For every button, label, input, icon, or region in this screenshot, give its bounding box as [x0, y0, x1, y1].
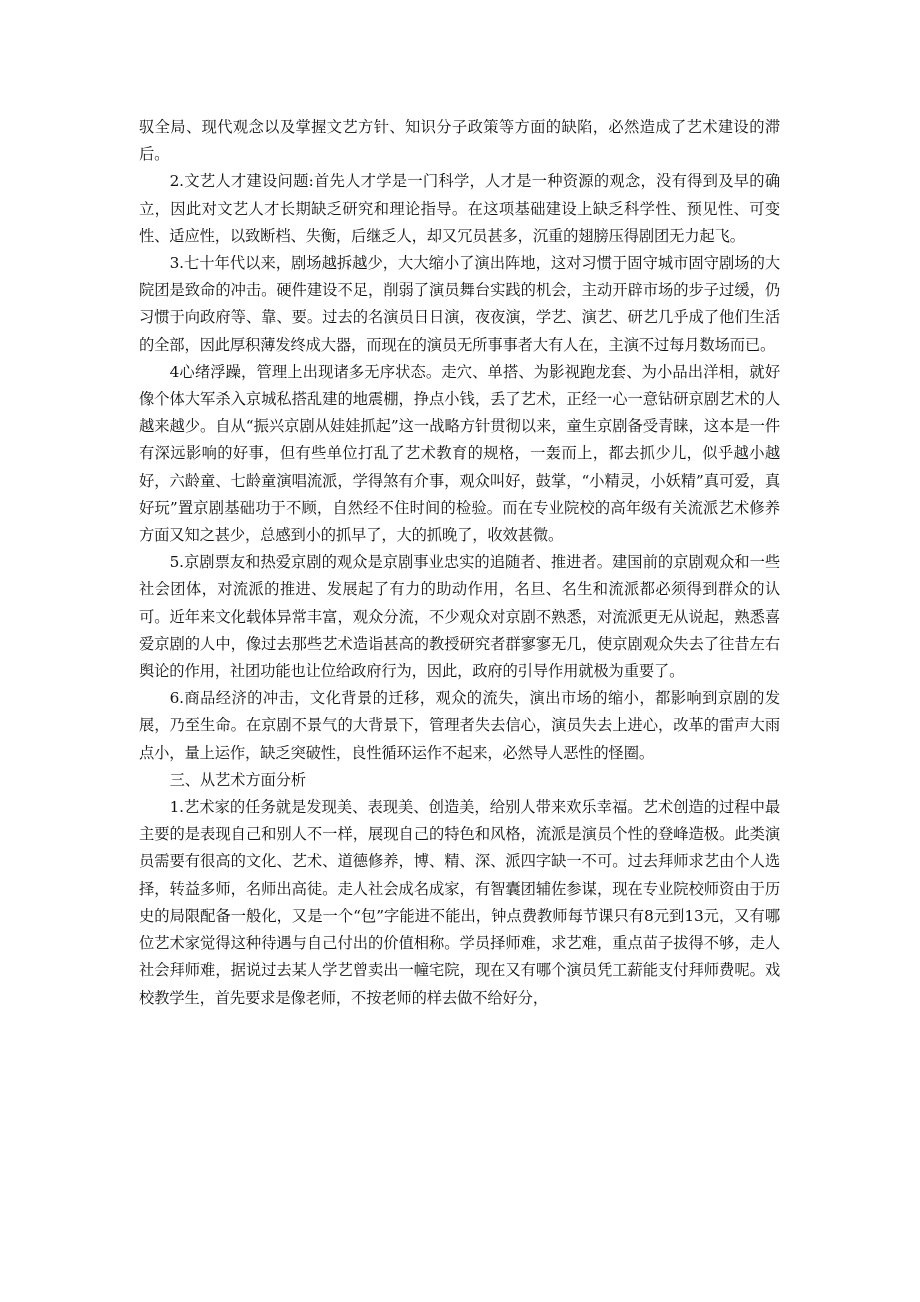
paragraph-economy: 6.商品经济的冲击，文化背景的迁移，观众的流失，演出市场的缩小，都影响到京剧的发展，乃至生命。在京剧不景气的大背景下，管理者失去信心，演员失去上进心，改革的雷声大雨点小，量上运作，缺乏突破性，良性循环运作不起来，必然导人恶性的怪圈。 — [139, 689, 780, 762]
paragraph-talent-building: 2.文艺人才建设问题:首先人才学是一门科学，人才是一种资源的观念，没有得到及早的确立，因此对文艺人才长期缺乏研究和理论指导。在这项基础建设上缺乏科学性、预见性、可变性、适应性，以致断档、失衡，后继乏人，却又冗员甚多，沉重的翅膀压得剧团无力起飞。 — [139, 172, 780, 245]
paragraph-theaters: 3.七十年代以来，剧场越拆越少，大大缩小了演出阵地，这对习惯于固守城市固守剧场的大院团是致命的冲击。硬件建设不足，削弱了演员舞台实践的机会，主动开辟市场的步子过缓，仍习惯于向政府等、靠、要。过去的名演员日日演，夜夜演，学艺、演艺、研艺几乎成了他们生活的全部，因此厚积薄发终成大器，而现在的演员无所事事者大有人在，主演不过每月数场而已。 — [139, 254, 780, 354]
paragraph-management: 4心绪浮躁，管理上出现诸多无序状态。走穴、单搭、为影视跑龙套、为小品出洋相，就好像个体大军杀入京城私搭乱建的地震棚，挣点小钱，丢了艺术，正经一心一意钻研京剧艺术的人越来越少。自从“振兴京剧从娃娃抓起”这一战略方针贯彻以来，童生京剧备受青睐，这本是一件有深远影响的好事，但有些单位打乱了艺术教育的规格，一轰而上，都去抓少儿，似乎越小越好，六龄童、七龄童演唱流派，学得煞有介事，观众叫好，鼓掌，“小精灵，小妖精”真可爱，真好玩”置京剧基础功于不顾，自然经不住时间的检验。而在专业院校的高年级有关流派艺术修养方面又知之甚少，总感到小的抓早了，大的抓晚了，收效甚微。 — [139, 362, 780, 545]
paragraph-continuation: 驭全局、现代观念以及掌握文艺方针、知识分子政策等方面的缺陷，必然造成了艺术建设的滞后。 — [139, 118, 780, 164]
paragraph-audience: 5.京剧票友和热爱京剧的观众是京剧事业忠实的追随者、推进者。建国前的京剧观众和一些社会团体，对流派的推进、发展起了有力的助动作用，名旦、名生和流派都必须得到群众的认可。近年来文化载体异常丰富，观众分流，不少观众对京剧不熟悉，对流派更无从说起，熟悉喜爱京剧的人中，像过去那些艺术造诣甚高的教授研究者群寥寥无几，使京剧观众失去了往昔左右舆论的作用，社团功能也让位给政府行为，因此，政府的引导作用就极为重要了。 — [139, 553, 780, 681]
section-heading-art-analysis: 三、从艺术方面分析 — [169, 770, 306, 789]
body-text — [139, 114, 780, 1012]
paragraph-artist-task: 1.艺术家的任务就是发现美、表现美、创造美，给别人带来欢乐幸福。艺术创造的过程中最主要的是表现自己和别人不一样，展现自己的特色和风格，流派是演员个性的登峰造极。此类演员需要有很高的文化、艺术、道德修养，博、精、深、派四字缺一不可。过去拜师求艺由个人选择，转益多师，名师出高徒。走人社会成名成家，有智囊团辅佐参谋，现在专业院校师资由于历史的局限配备一般化，又是一个“包”字能进不能出，钟点费教师每节课只有8元到13元，又有哪位艺术家觉得这种待遇与自己付出的价值相称。学员择师难，求艺难，重点苗子拔得不够，走人社会拜师难，据说过去某人学艺曾卖出一幢宅院，现在又有哪个演员凭工薪能支付拜师费呢。戏校教学生，首先要求是像老师，不按老师的样去做不给好分， — [139, 798, 780, 1007]
